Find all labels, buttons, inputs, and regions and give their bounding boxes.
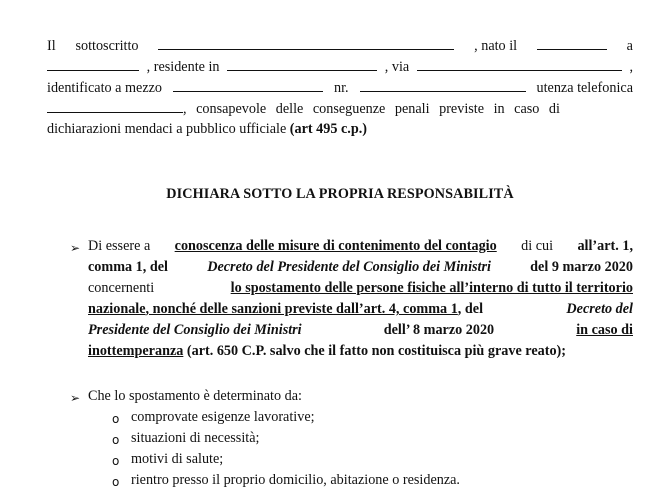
name-field[interactable] bbox=[158, 35, 454, 50]
b1-conoscenza: conoscenza delle misure di contenimento del contagio bbox=[174, 238, 497, 254]
bullet-1-row-1 bbox=[88, 236, 633, 256]
bullet-1-row-5 bbox=[88, 320, 633, 340]
bullet-2-text: Che lo spostamento è determinato da: bbox=[88, 388, 302, 404]
intro-art495: (art 495 c.p.) bbox=[289, 121, 368, 137]
intro-nr: nr. bbox=[333, 80, 349, 96]
phone-field[interactable] bbox=[47, 98, 183, 113]
circle-bullet-icon: o bbox=[112, 454, 120, 468]
intro-consapevole: , consapevole delle conseguenze penali previste in caso di bbox=[183, 101, 560, 117]
intro-sottoscritto: sottoscritto bbox=[75, 38, 139, 54]
intro-line-4 bbox=[47, 98, 633, 118]
street-field[interactable] bbox=[417, 56, 622, 71]
b1-nazionale: nazionale bbox=[88, 301, 146, 317]
b1-decreto-del: Decreto del bbox=[566, 301, 633, 317]
b1-di-cui: di cui bbox=[521, 238, 554, 254]
option-return-home[interactable]: rientro presso il proprio domicilio, abitazione o residenza. bbox=[131, 472, 460, 488]
section-heading: DICHIARA SOTTO LA PROPRIA RESPONSABILITÀ bbox=[166, 186, 514, 202]
birth-date-field[interactable] bbox=[537, 35, 607, 50]
intro-il: Il bbox=[47, 38, 56, 54]
intro-residente-in: , residente in bbox=[146, 59, 220, 75]
b1-data-8: dell’ 8 marzo 2020 bbox=[383, 322, 495, 338]
bullet-1-row-4 bbox=[88, 299, 633, 319]
intro-line-2 bbox=[47, 56, 633, 76]
intro-a: a bbox=[626, 38, 633, 54]
id-document-field[interactable] bbox=[173, 77, 323, 92]
intro-line-1 bbox=[47, 35, 633, 55]
b1-presidente: Presidente del Consiglio dei Ministri bbox=[88, 322, 302, 338]
b1-di-essere: Di essere a bbox=[88, 238, 151, 254]
arrow-bullet-icon: ➢ bbox=[70, 391, 81, 405]
intro-identificato: identificato a mezzo bbox=[47, 80, 163, 96]
b1-art650: (art. 650 C.P. salvo che il fatto non costituisca più grave reato); bbox=[186, 343, 566, 359]
circle-bullet-icon: o bbox=[112, 475, 120, 489]
b1-comma1: comma 1, del bbox=[88, 259, 168, 275]
b1-sanzioni: , nonché delle sanzioni previste dall’art. 4, comma 1 bbox=[145, 301, 458, 317]
circle-bullet-icon: o bbox=[112, 412, 120, 426]
option-necessity[interactable]: situazioni di necessità; bbox=[131, 430, 260, 446]
option-work[interactable]: comprovate esigenze lavorative; bbox=[131, 409, 315, 425]
bullet-1-row-3 bbox=[88, 278, 633, 298]
b1-art1: all’art. 1, bbox=[577, 238, 633, 254]
b1-decreto: Decreto del Presidente del Consiglio dei Ministri bbox=[207, 259, 491, 275]
intro-comma: , bbox=[629, 59, 633, 75]
b1-spostamento: lo spostamento delle persone fisiche all’interno di tutto il territorio bbox=[230, 280, 633, 296]
intro-nato-il: , nato il bbox=[474, 38, 518, 54]
id-number-field[interactable] bbox=[360, 77, 526, 92]
b1-inottemperanza: inottemperanza bbox=[88, 343, 184, 359]
birth-place-field[interactable] bbox=[47, 56, 139, 71]
bullet-1-row-2 bbox=[88, 257, 633, 277]
bullet-1-row-6 bbox=[88, 341, 633, 361]
option-health[interactable]: motivi di salute; bbox=[131, 451, 224, 467]
intro-via: , via bbox=[384, 59, 410, 75]
circle-bullet-icon: o bbox=[112, 433, 120, 447]
b1-in-caso-di: in caso di bbox=[576, 322, 633, 338]
arrow-bullet-icon: ➢ bbox=[70, 241, 81, 255]
b1-concernenti: concernenti bbox=[88, 280, 155, 296]
intro-dichiarazioni: dichiarazioni mendaci a pubblico ufficiale bbox=[47, 121, 287, 137]
intro-line-5 bbox=[47, 119, 633, 139]
b1-data: del 9 marzo 2020 bbox=[530, 259, 633, 275]
intro-line-3 bbox=[47, 77, 633, 97]
residence-field[interactable] bbox=[227, 56, 377, 71]
intro-utenza: utenza telefonica bbox=[536, 80, 633, 96]
b1-del: , del bbox=[457, 301, 484, 317]
